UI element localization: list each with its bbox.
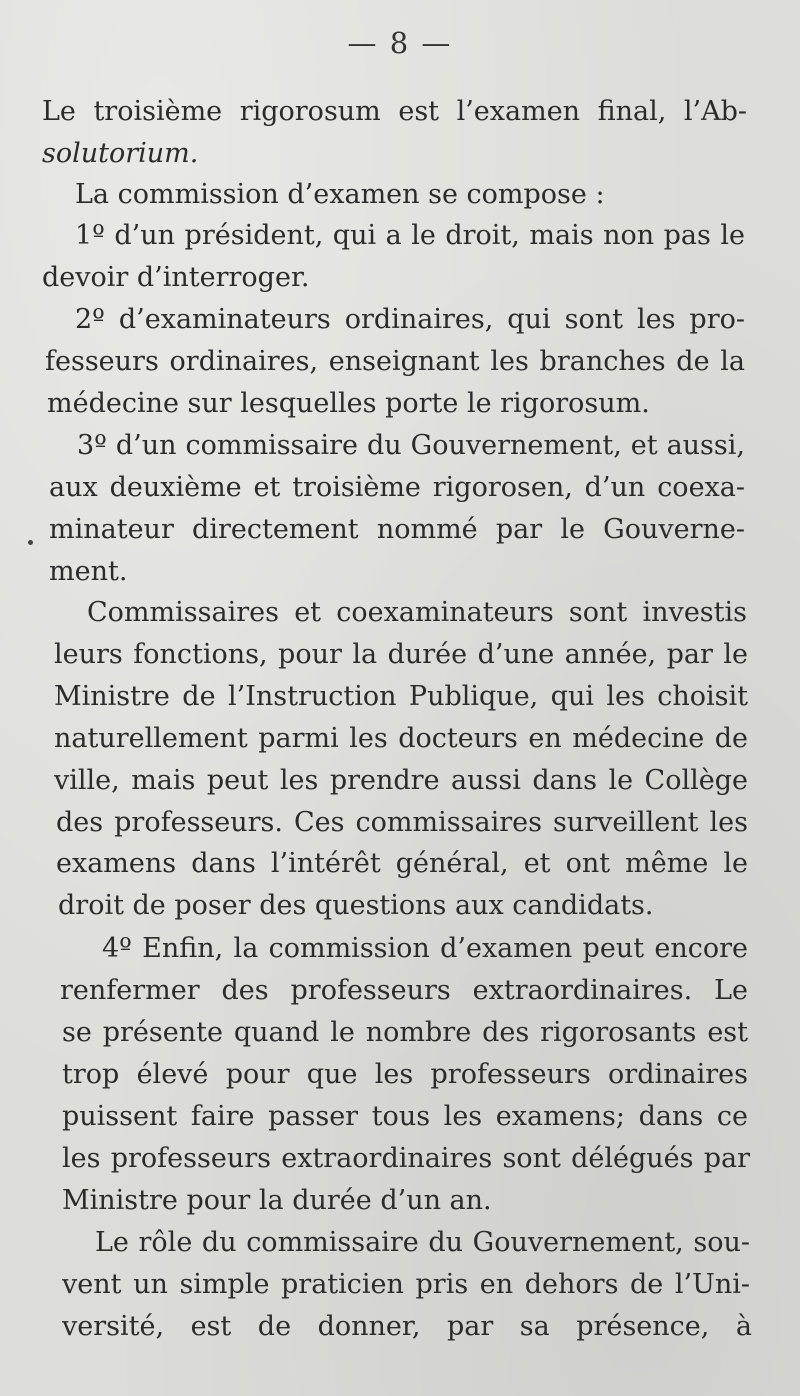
text-line: les professeurs extraordinaires sont délégués par: [62, 1143, 750, 1174]
text-line: ville, mais peut les prendre aussi dans le Collège: [54, 765, 748, 796]
text-line: minateur directement nommé par le Gouverne-: [49, 514, 745, 545]
text-line: Le rôle du commissaire du Gouvernement, sou-: [95, 1227, 750, 1258]
text-line: renfermer des professeurs extraordinaires. Le: [60, 975, 748, 1006]
text-line: leurs fonctions, pour la durée d’une année, par le: [54, 639, 748, 670]
text-line: 1º d’un président, qui a le droit, mais non pas le: [75, 220, 745, 251]
text-line: naturellement parmi les docteurs en médecine de: [54, 723, 748, 754]
text-line: Le troisième rigorosum est l’examen final, l’Ab-: [42, 96, 747, 127]
text-line: droit de poser des questions aux candidats.: [58, 890, 654, 921]
text-line: des professeurs. Ces commissaires surveillent les: [56, 807, 748, 838]
text-line: examens dans l’intérêt général, et ont même le: [56, 848, 748, 879]
text-line: 2º d’examinateurs ordinaires, qui sont les pro-: [75, 304, 745, 335]
text-line: se présente quand le nombre des rigorosants est: [62, 1017, 748, 1048]
text-line: Commissaires et coexaminateurs sont investis: [87, 597, 747, 628]
text-line: Ministre de l’Instruction Publique, qui les choisit: [54, 681, 748, 712]
text-line: solutorium.: [42, 138, 199, 169]
text-line: puissent faire passer tous les examens; dans ce: [62, 1101, 748, 1132]
text-line: vent un simple praticien pris en dehors de l’Uni-: [62, 1269, 750, 1300]
text-line: médecine sur lesquelles porte le rigorosum.: [47, 388, 650, 419]
ink-speck: [28, 540, 33, 545]
text-line: fesseurs ordinaires, enseignant les branches de la: [45, 346, 745, 377]
text-line: versité, est de donner, par sa présence, à: [62, 1311, 752, 1342]
text-line: La commission d’examen se compose :: [75, 179, 605, 210]
page-number: — 8 —: [347, 26, 453, 60]
text-line: aux deuxième et troisième rigorosen, d’un coexa-: [49, 472, 745, 503]
text-line: devoir d’interroger.: [42, 262, 310, 293]
text-line: ment.: [49, 556, 128, 587]
text-line: 4º Enfin, la commission d’examen peut encore: [102, 933, 748, 964]
text-line: 3º d’un commissaire du Gouvernement, et aussi,: [77, 430, 745, 461]
text-line: Ministre pour la durée d’un an.: [62, 1185, 492, 1216]
text-line: trop élevé pour que les professeurs ordinaires: [62, 1059, 748, 1090]
